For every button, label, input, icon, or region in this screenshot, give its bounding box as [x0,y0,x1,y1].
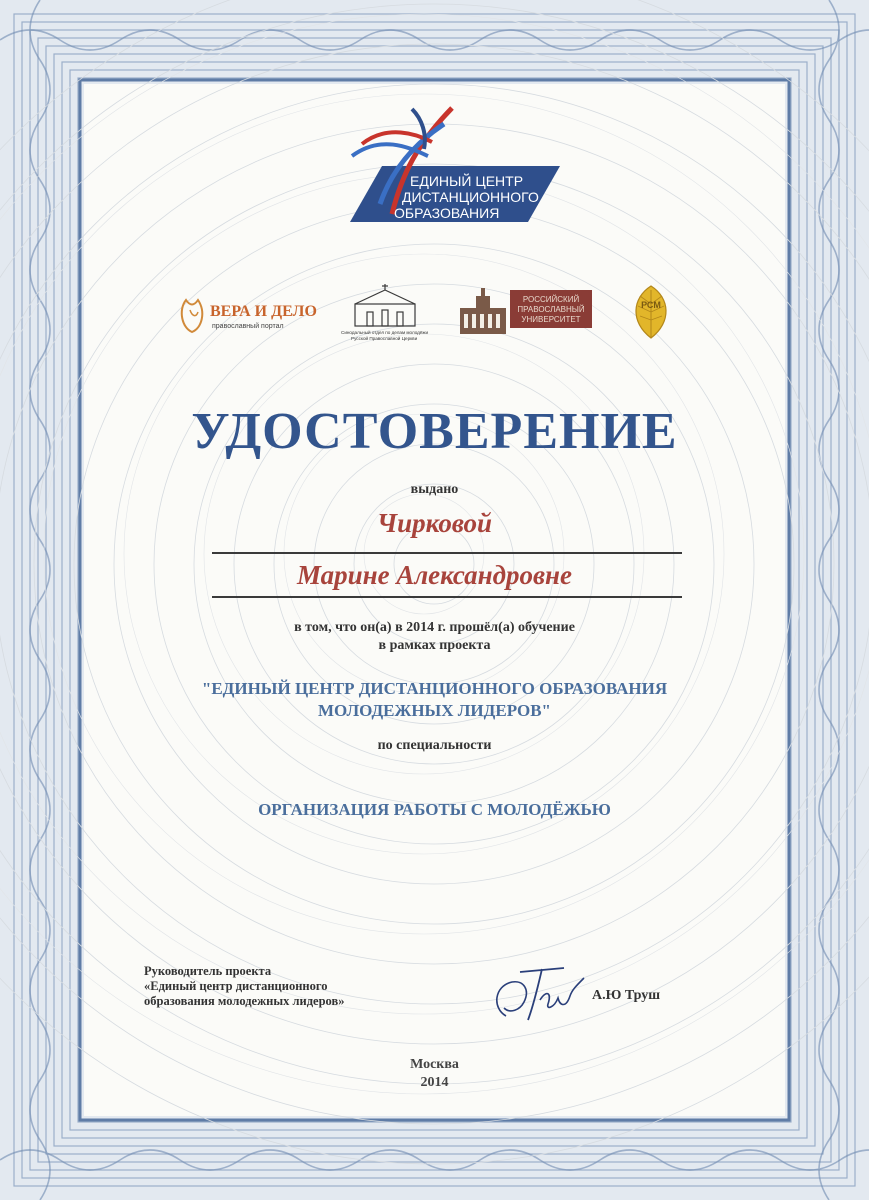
signatory-name: А.Ю Труш [592,988,661,1003]
leader-line-3: образования молодежных лидеров» [144,994,345,1008]
handwritten-signature [484,956,594,1034]
year: 2014 [420,1075,449,1090]
synodal-caption-1: Синодальный отдел по делам молодёжи [341,330,429,335]
rsm-text: РСМ [641,300,661,310]
university-line-2: ПРАВОСЛАВНЫЙ [517,305,585,314]
issued-label: выдано [410,482,459,497]
synodal-department-logo [337,282,435,342]
vera-subtitle: православный портал [212,323,284,330]
orthodox-university-logo [456,282,596,342]
vera-i-delo-logo [176,282,317,342]
statement-line-1: в том, что он(а) в 2014 г. прошёл(а) обучение [294,620,575,635]
certificate-body [84,84,785,1116]
main-logo [332,104,562,224]
project-leader-block [144,964,404,1009]
rsm-leaf-logo [626,282,676,342]
vera-name: ВЕРА И ДЕЛО [210,303,317,320]
certificate-title: УДОСТОВЕРЕНИЕ [191,403,678,460]
logo-line-1: ЕДИНЫЙ ЦЕНТР [410,173,524,189]
university-line-3: УНИВЕРСИТЕТ [521,315,581,324]
logo-line-3: ОБРАЗОВАНИЯ [394,205,500,221]
university-line-1: РОССИЙСКИЙ [522,295,580,304]
place-and-year [84,1056,785,1092]
leader-line-1: Руководитель проекта [144,964,272,978]
logo-line-2: ДИСТАНЦИОННОГО [402,189,539,205]
recipient-given-names: Марине Александровне [296,560,573,590]
project-name-line-2: МОЛОДЕЖНЫХ ЛИДЕРОВ" [318,701,551,720]
specialty-label: по специальности [377,738,492,753]
city: Москва [410,1057,459,1072]
surname-underline [212,552,682,554]
specialty-value: ОРГАНИЗАЦИЯ РАБОТЫ С МОЛОДЁЖЬЮ [258,800,611,819]
statement-line-2: в рамках проекта [378,638,491,653]
project-name-line-1: "ЕДИНЫЙ ЦЕНТР ДИСТАНЦИОННОГО ОБРАЗОВАНИЯ [201,679,668,698]
given-names-underline [212,596,682,598]
synodal-caption-2: Русской Православной Церкви [351,336,418,341]
recipient-surname: Чирковой [376,508,493,538]
leader-line-2: «Единый центр дистанционного [144,979,328,993]
